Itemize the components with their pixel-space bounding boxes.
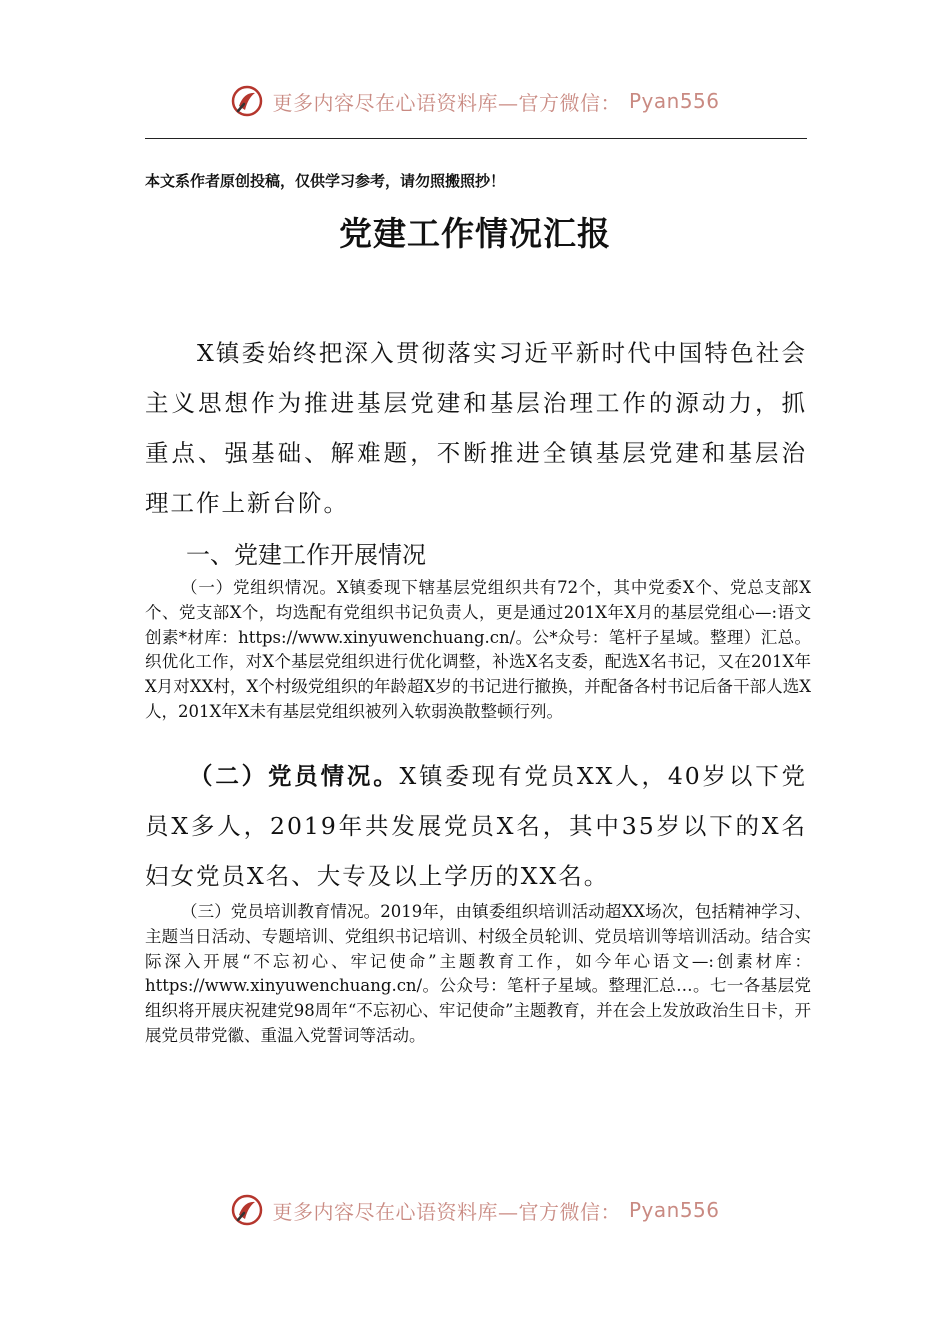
brand-logo-icon — [230, 84, 264, 118]
paragraph-party-members-body: X镇委现有党员XX人，40岁以下党员X多人，2019年共发展党员X名，其中35岁以下的X名妇女党员X名、大专及以上学历的XX名。 — [145, 762, 808, 890]
watermark-text: 更多内容尽在心语资料库—官方微信： — [272, 90, 621, 115]
paragraph-party-members — [145, 751, 807, 901]
copyright-notice: 本文系作者原创投稿，仅供学习参考，请勿照搬照抄！ — [145, 172, 506, 190]
watermark-text: 更多内容尽在心语资料库—官方微信： — [272, 1199, 621, 1224]
header-watermark — [0, 84, 950, 118]
watermark-id: Pyan556 — [628, 89, 720, 113]
footer-watermark — [0, 1193, 950, 1227]
paragraph-training: （三）党员培训教育情况。2019年，由镇委组织培训活动超XX场次，包括精神学习、主题当日活动、专题培训、党组织书记培训、村级全员轮训、党员培训等培训活动。结合实际深入开展“不忘初心、牢记使命”主题教育工作，如今年心语文—:创素材库：https://www.xinyuwenchuang.cn/。公众号：笔杆子星域。整理汇总…。七一各基层党组织将开展庆祝建党98周年“不忘初心、牢记使命”主题教育，并在会上发放政治生日卡，开展党员带党徽、重温入党誓词等活动。 — [145, 902, 811, 1045]
brand-logo-icon — [230, 1193, 264, 1227]
paragraph-party-members-heading: （二）党员情况。 — [189, 762, 400, 790]
header-divider — [145, 138, 807, 139]
intro-paragraph: X镇委始终把深入贯彻落实习近平新时代中国特色社会主义思想作为推进基层党建和基层治理工作的源动力，抓重点、强基础、解难题，不断推进全镇基层党建和基层治理工作上新台阶。 — [145, 339, 807, 517]
document-title: 党建工作情况汇报 — [339, 214, 611, 253]
paragraph-party-organization: （一）党组织情况。X镇委现下辖基层党组织共有72个，其中党委X个、党总支部X个、党支部X个，均选配有党组织书记负责人，更是通过201X年X月的基层党组心—:语文创素*材库：https://www.xinyuwenchuang.cn/。公*众号：笔杆子星域。整理）汇总。织优化工作，对X个基层党组织进行优化调整，补选X名支委，配选X名书记，又在201X年X月对XX村，X个村级党组织的年龄超X岁的书记进行撤换，并配备各村书记后备干部人选X人，201X年X未有基层党组织被列入软弱涣散整顿行列。 — [145, 578, 811, 721]
watermark-id: Pyan556 — [628, 1198, 720, 1222]
section-heading: 一、党建工作开展情况 — [186, 541, 426, 569]
